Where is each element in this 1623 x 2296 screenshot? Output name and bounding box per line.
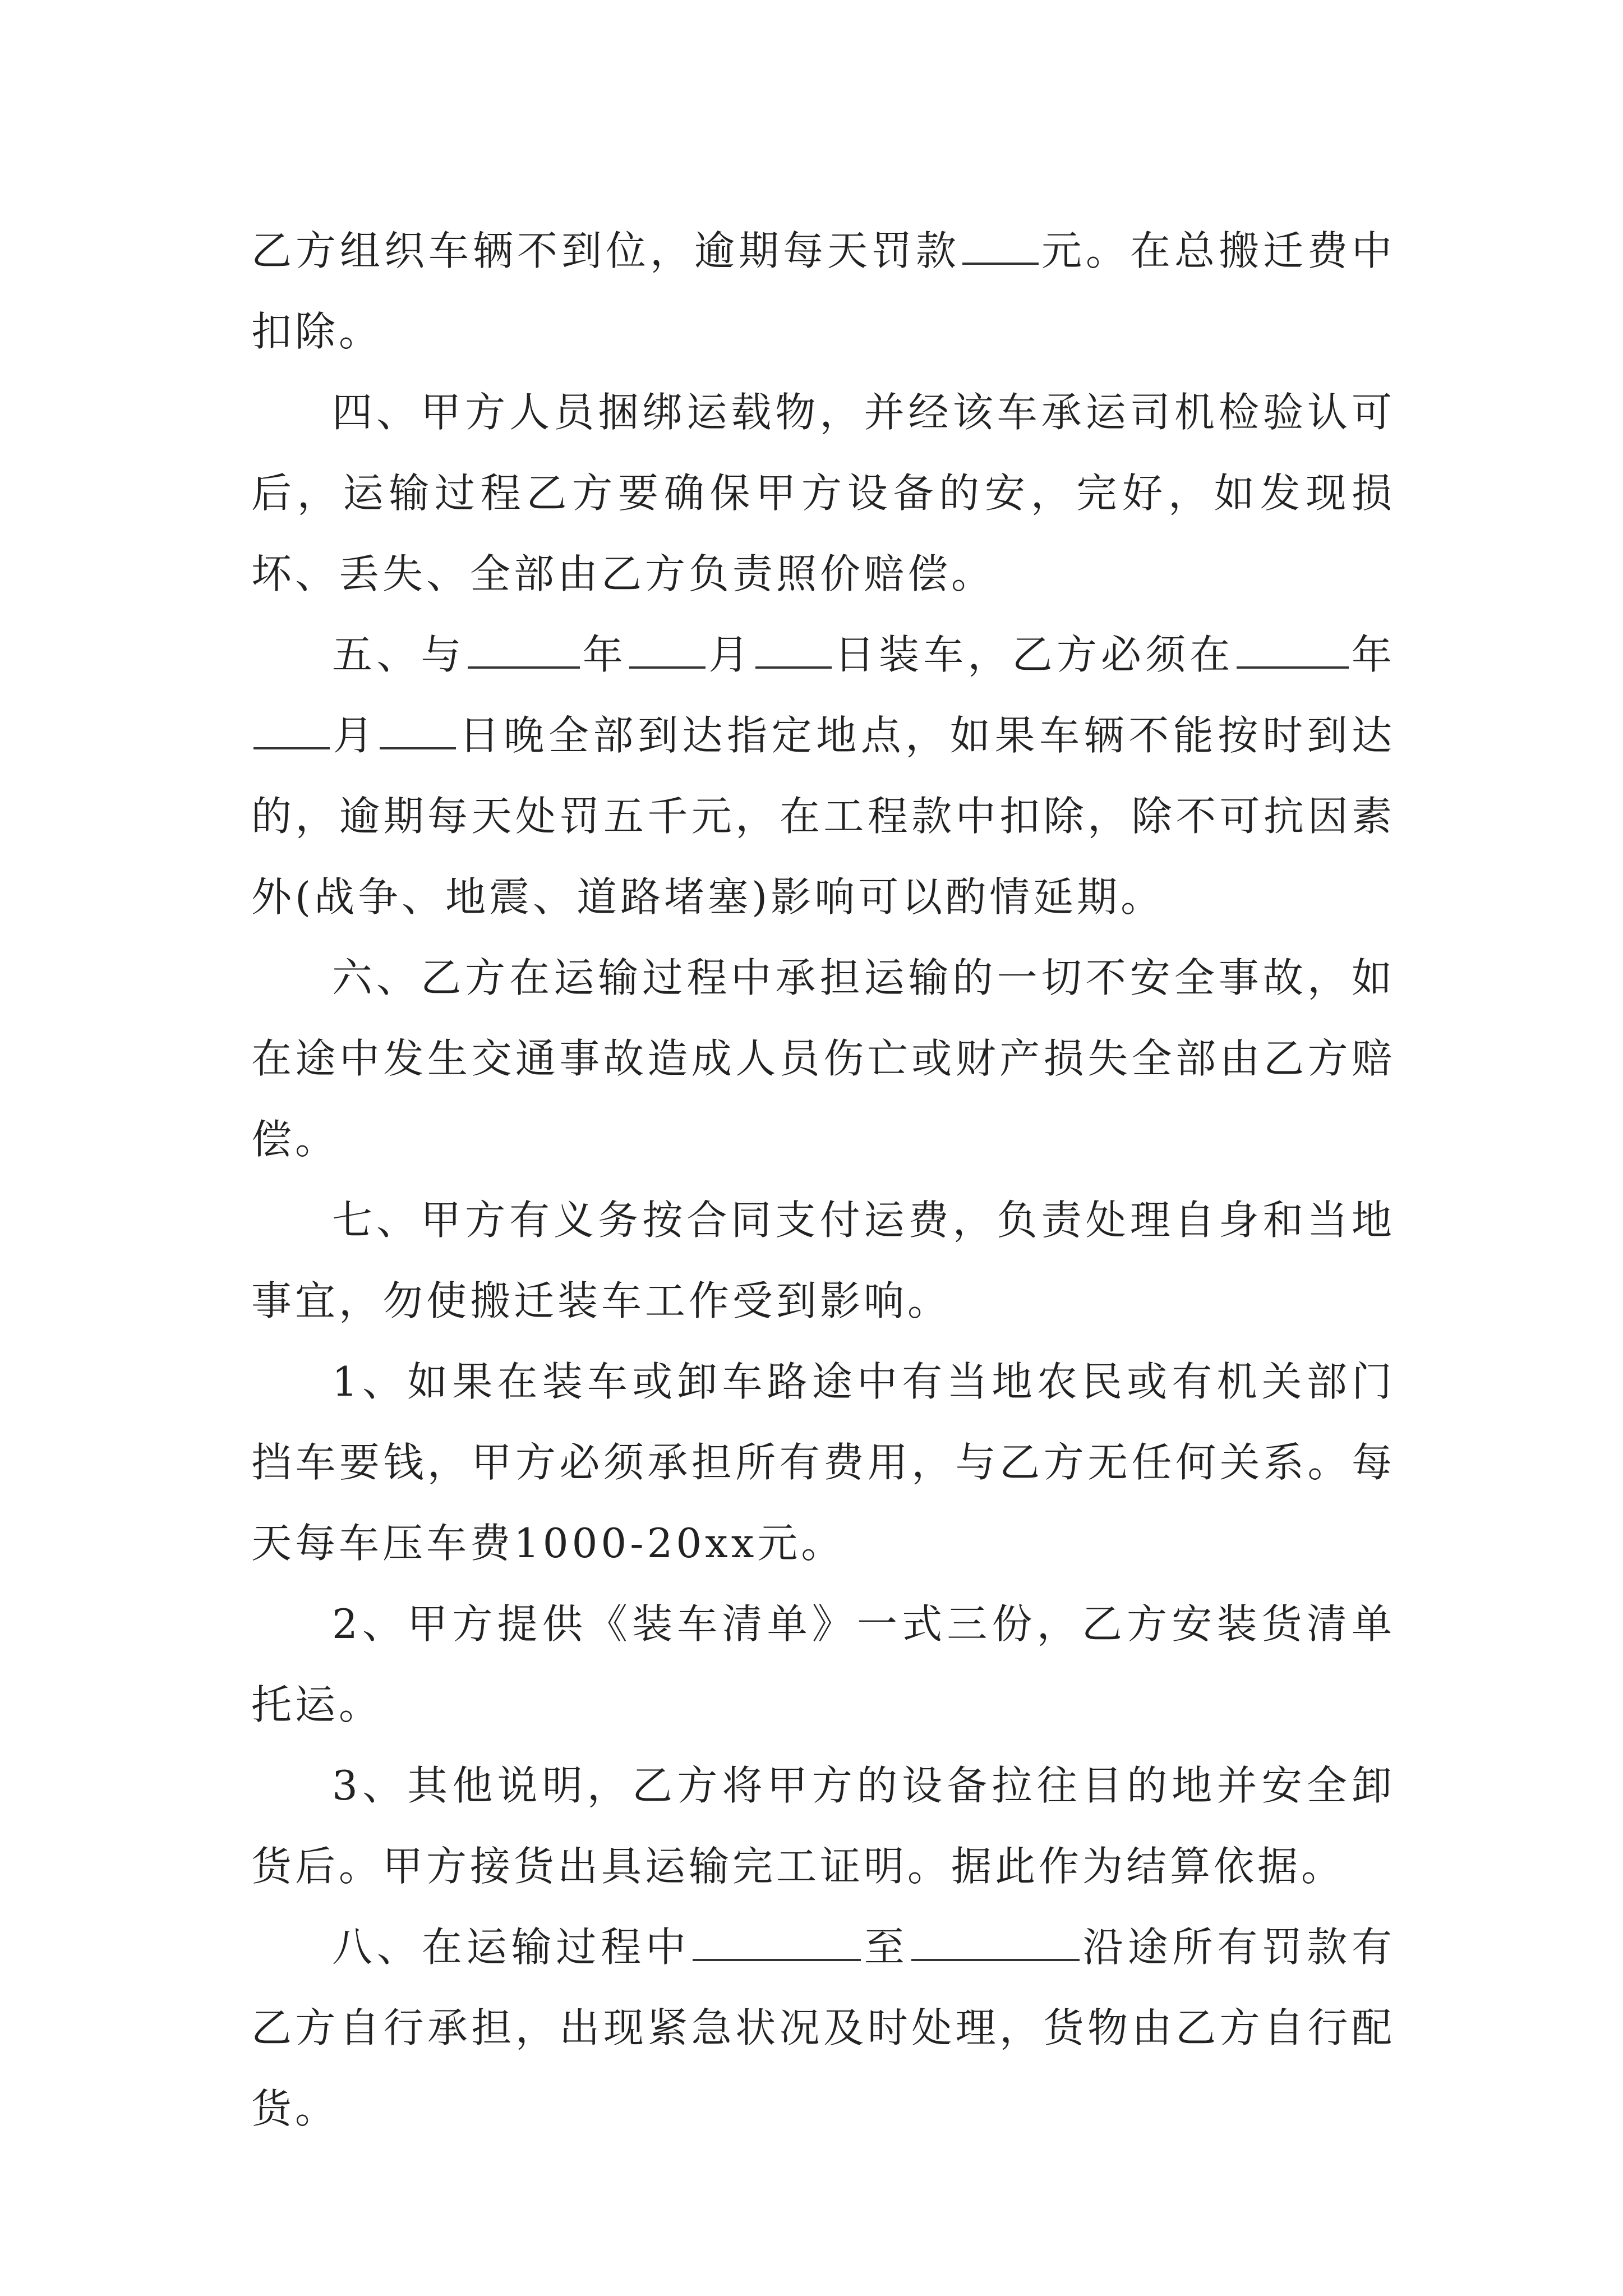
- text-segment: 月: [708, 631, 753, 678]
- text-segment: 五、与: [332, 631, 465, 678]
- blank-field-origin: [693, 1921, 861, 1961]
- paragraph-clause-7: 七、甲方有义务按合同支付运费，负责处理自身和当地事宜，勿使搬迁装车工作受到影响。: [251, 1197, 1395, 1324]
- blank-field-month: [253, 709, 330, 749]
- paragraph-clause-5: [251, 614, 1395, 937]
- text-segment: 乙方组织车辆不到位，逾期每天罚款: [251, 227, 960, 274]
- blank-field-year: [1237, 628, 1349, 669]
- paragraph-item-1: 1、如果在装车或卸车路途中有当地农民或有机关部门挡车要钱，甲方必须承担所有费用，与乙方无任何关系。每天每车压车费1000-20xx元。: [251, 1358, 1395, 1567]
- text-segment: 年: [1350, 631, 1395, 678]
- paragraph-clause-8: [251, 1907, 1395, 2149]
- blank-field-day: [380, 709, 456, 749]
- blank-field-day: [755, 628, 832, 669]
- paragraph-clause-4: 四、甲方人员捆绑运载物，并经该车承运司机检验认可后，运输过程乙方要确保甲方设备的安，完好，如发现损坏、丢失、全部由乙方负责照价赔偿。: [251, 389, 1395, 597]
- blank-field-destination: [911, 1921, 1080, 1961]
- paragraph-delay-penalty: [251, 210, 1395, 372]
- blank-field-amount: [962, 224, 1039, 265]
- paragraph-clause-6: 六、乙方在运输过程中承担运输的一切不安全事故，如在途中发生交通事故造成人员伤亡或财产损失全部由乙方赔偿。: [251, 954, 1395, 1163]
- text-segment: 沿途所有罚款有乙方自行承担，出现紧急状况及时处理，货物由乙方自行配货。: [251, 1924, 1395, 2132]
- text-segment: 日装车，乙方必须在: [833, 631, 1234, 678]
- text-segment: 至: [863, 1924, 909, 1971]
- text-segment: 日晚全部到达指定地点，如果车辆不能按时到达的，逾期每天处罚五千元，在工程款中扣除，除不可抗因素外(战争、地震、道路堵塞)影响可以酌情延期。: [251, 712, 1395, 921]
- text-segment: 八、在运输过程中: [332, 1924, 691, 1971]
- blank-field-year: [468, 628, 580, 669]
- text-segment: 元。在总搬迁费中扣除。: [251, 227, 1395, 355]
- blank-field-month: [629, 628, 706, 669]
- text-segment: 月: [332, 712, 378, 759]
- document-body: [251, 210, 1395, 2149]
- paragraph-item-2: 2、甲方提供《装车清单》一式三份，乙方安装货清单托运。: [251, 1600, 1395, 1728]
- text-segment: 年: [582, 631, 628, 678]
- paragraph-item-3: 3、其他说明，乙方将甲方的设备拉往目的地并安全卸货后。甲方接货出具运输完工证明。据此作为结算依据。: [251, 1762, 1395, 1890]
